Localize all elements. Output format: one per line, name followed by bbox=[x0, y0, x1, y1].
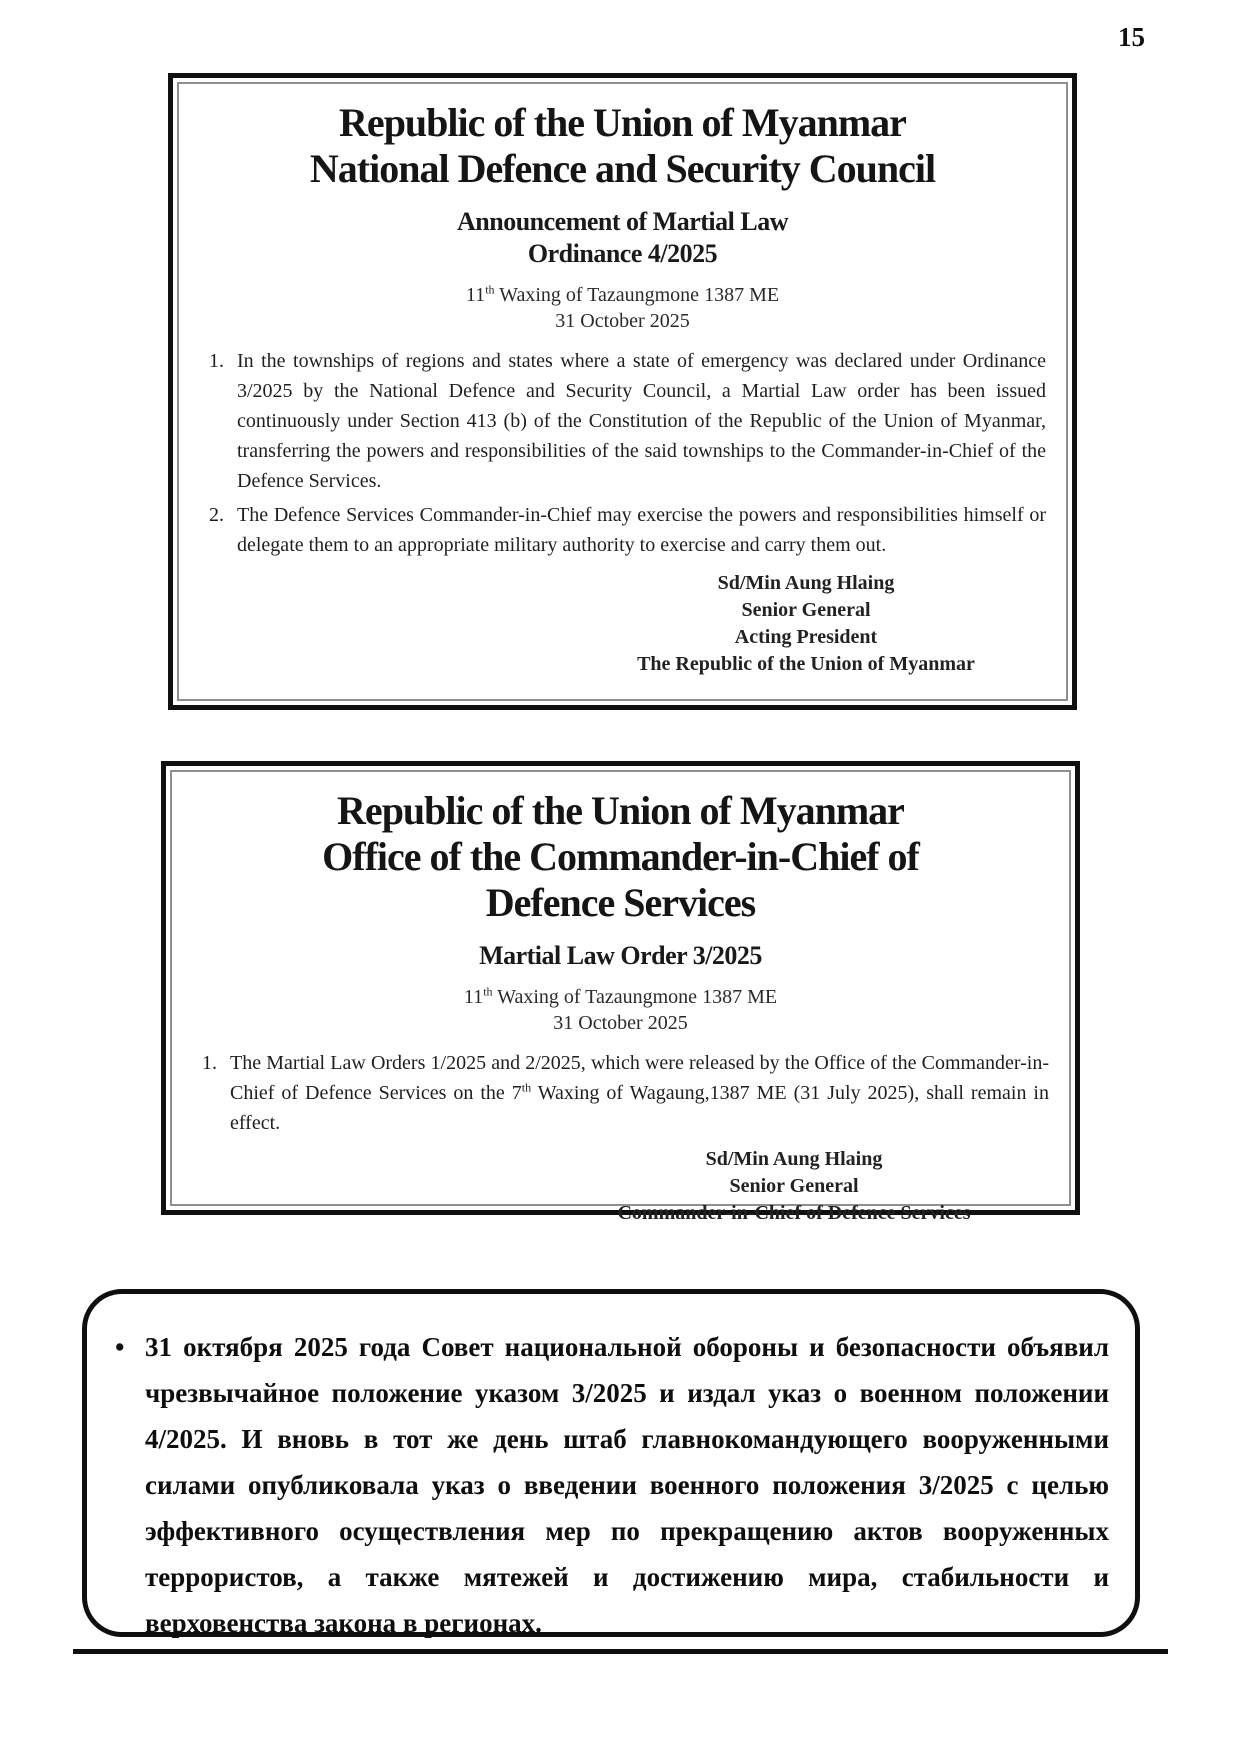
doc1-item-1 bbox=[199, 346, 1046, 496]
doc1-item-1-text: In the townships of regions and states where a state of emergency was declared under Ordinance 3/2025 by the National Defence and Security Council, a Martial Law order has been issued continuously under Section 413 (b) of the Constitution of the Republic of the Union of Myanmar, transferring the powers and responsibilities of the said townships to the Commander-in-Chief of the Defence Services. bbox=[237, 350, 1046, 492]
doc1-signature-title: Acting President bbox=[734, 626, 878, 648]
doc1-signature-block bbox=[566, 570, 1046, 678]
doc2-item-1 bbox=[192, 1048, 1049, 1138]
doc2-title-line1: Republic of the Union of Myanmar bbox=[337, 788, 904, 833]
ordinance-inner-frame bbox=[177, 82, 1068, 701]
doc1-signature-state: The Republic of the Union of Myanmar bbox=[637, 653, 975, 675]
doc1-dates bbox=[199, 282, 1046, 334]
doc2-item-1-number: 1. bbox=[202, 1052, 217, 1074]
doc2-signature-title: Commander-in-Chief of Defence Services bbox=[617, 1202, 971, 1224]
doc1-title-line2: National Defence and Security Council bbox=[309, 146, 936, 191]
ordinance-content bbox=[179, 100, 1066, 678]
doc1-item-2-text: The Defence Services Commander-in-Chief may exercise the powers and responsibilities himself or delegate them to an appropriate military authority to exercise and carry them out. bbox=[237, 504, 1046, 556]
ordinance-4-2025-box bbox=[168, 73, 1077, 710]
doc2-dates bbox=[192, 984, 1049, 1036]
doc2-subtitle bbox=[192, 940, 1049, 972]
bullet-marker: • bbox=[115, 1332, 125, 1362]
doc1-subtitle-line1: Announcement of Martial Law bbox=[457, 207, 788, 236]
page-number: 15 bbox=[1118, 22, 1145, 52]
doc2-signature-rank: Senior General bbox=[729, 1175, 859, 1197]
doc1-item-1-number: 1. bbox=[209, 350, 224, 372]
doc1-date-day: 11 bbox=[465, 284, 486, 306]
doc1-date-myanmar bbox=[199, 282, 1046, 308]
doc1-items bbox=[199, 346, 1046, 560]
doc2-item-1-text-post: Waxing of Wagaung,1387 ME (31 July 2025), shall remain in effect. bbox=[230, 1082, 1049, 1134]
doc1-item-2 bbox=[199, 500, 1046, 560]
doc1-item-2-number: 2. bbox=[209, 504, 224, 526]
doc2-item-1-text bbox=[230, 1048, 1049, 1138]
doc2-subtitle-line1: Martial Law Order 3/2025 bbox=[479, 941, 762, 970]
doc2-date-rest: Waxing of Tazaungmone 1387 ME bbox=[492, 986, 778, 1008]
doc2-title-line3: Defence Services bbox=[485, 880, 756, 925]
doc1-subtitle bbox=[199, 206, 1046, 270]
doc1-date-gregorian: 31 October 2025 bbox=[555, 310, 690, 332]
russian-summary-box bbox=[82, 1289, 1140, 1637]
bottom-rule bbox=[73, 1649, 1168, 1654]
doc2-item-1-ordinal: th bbox=[521, 1080, 532, 1095]
doc2-items bbox=[192, 1048, 1049, 1138]
doc1-signature-name: Sd/Min Aung Hlaing bbox=[717, 572, 895, 594]
doc2-item-1-text-pre: The Martial Law Orders 1/2025 and 2/2025, which were released by the Office of the Commander-in-Chief of Defence Services on the 7 bbox=[230, 1052, 1049, 1104]
doc1-signature-rank: Senior General bbox=[741, 599, 871, 621]
doc2-date-myanmar bbox=[192, 984, 1049, 1010]
russian-summary-text: 31 октября 2025 года Совет национальной обороны и безопасности объявил чрезвычайное положение указом 3/2025 и издал указ о военном положении 4/2025. И вновь в тот же день штаб главнокомандующего вооруженными силами опубликовала указ о введении военного положения 3/2025 с целью эффективного осуществления мер по прекращению актов вооруженных террористов, а также мятежей и достижению мира, стабильности и верховенства закона в регионах. bbox=[145, 1332, 1109, 1638]
doc1-date-rest: Waxing of Tazaungmone 1387 ME bbox=[494, 284, 780, 306]
martial-law-order-3-2025-box bbox=[161, 761, 1080, 1224]
doc2-title bbox=[192, 788, 1049, 926]
doc1-title-line1: Republic of the Union of Myanmar bbox=[339, 100, 906, 145]
doc1-title bbox=[199, 100, 1046, 192]
doc2-date-gregorian: 31 October 2025 bbox=[553, 1012, 688, 1034]
doc2-title-line2: Office of the Commander-in-Chief of bbox=[322, 834, 919, 879]
order-inner-frame bbox=[170, 770, 1071, 1224]
doc1-subtitle-line2: Ordinance 4/2025 bbox=[527, 239, 718, 268]
doc1-date-ordinal: th bbox=[485, 282, 495, 297]
order-content bbox=[172, 788, 1069, 1227]
doc2-date-day: 11 bbox=[463, 986, 484, 1008]
doc2-date-ordinal: th bbox=[483, 984, 493, 999]
doc2-signature-name: Sd/Min Aung Hlaing bbox=[705, 1148, 883, 1170]
doc2-signature-block bbox=[539, 1146, 1049, 1227]
